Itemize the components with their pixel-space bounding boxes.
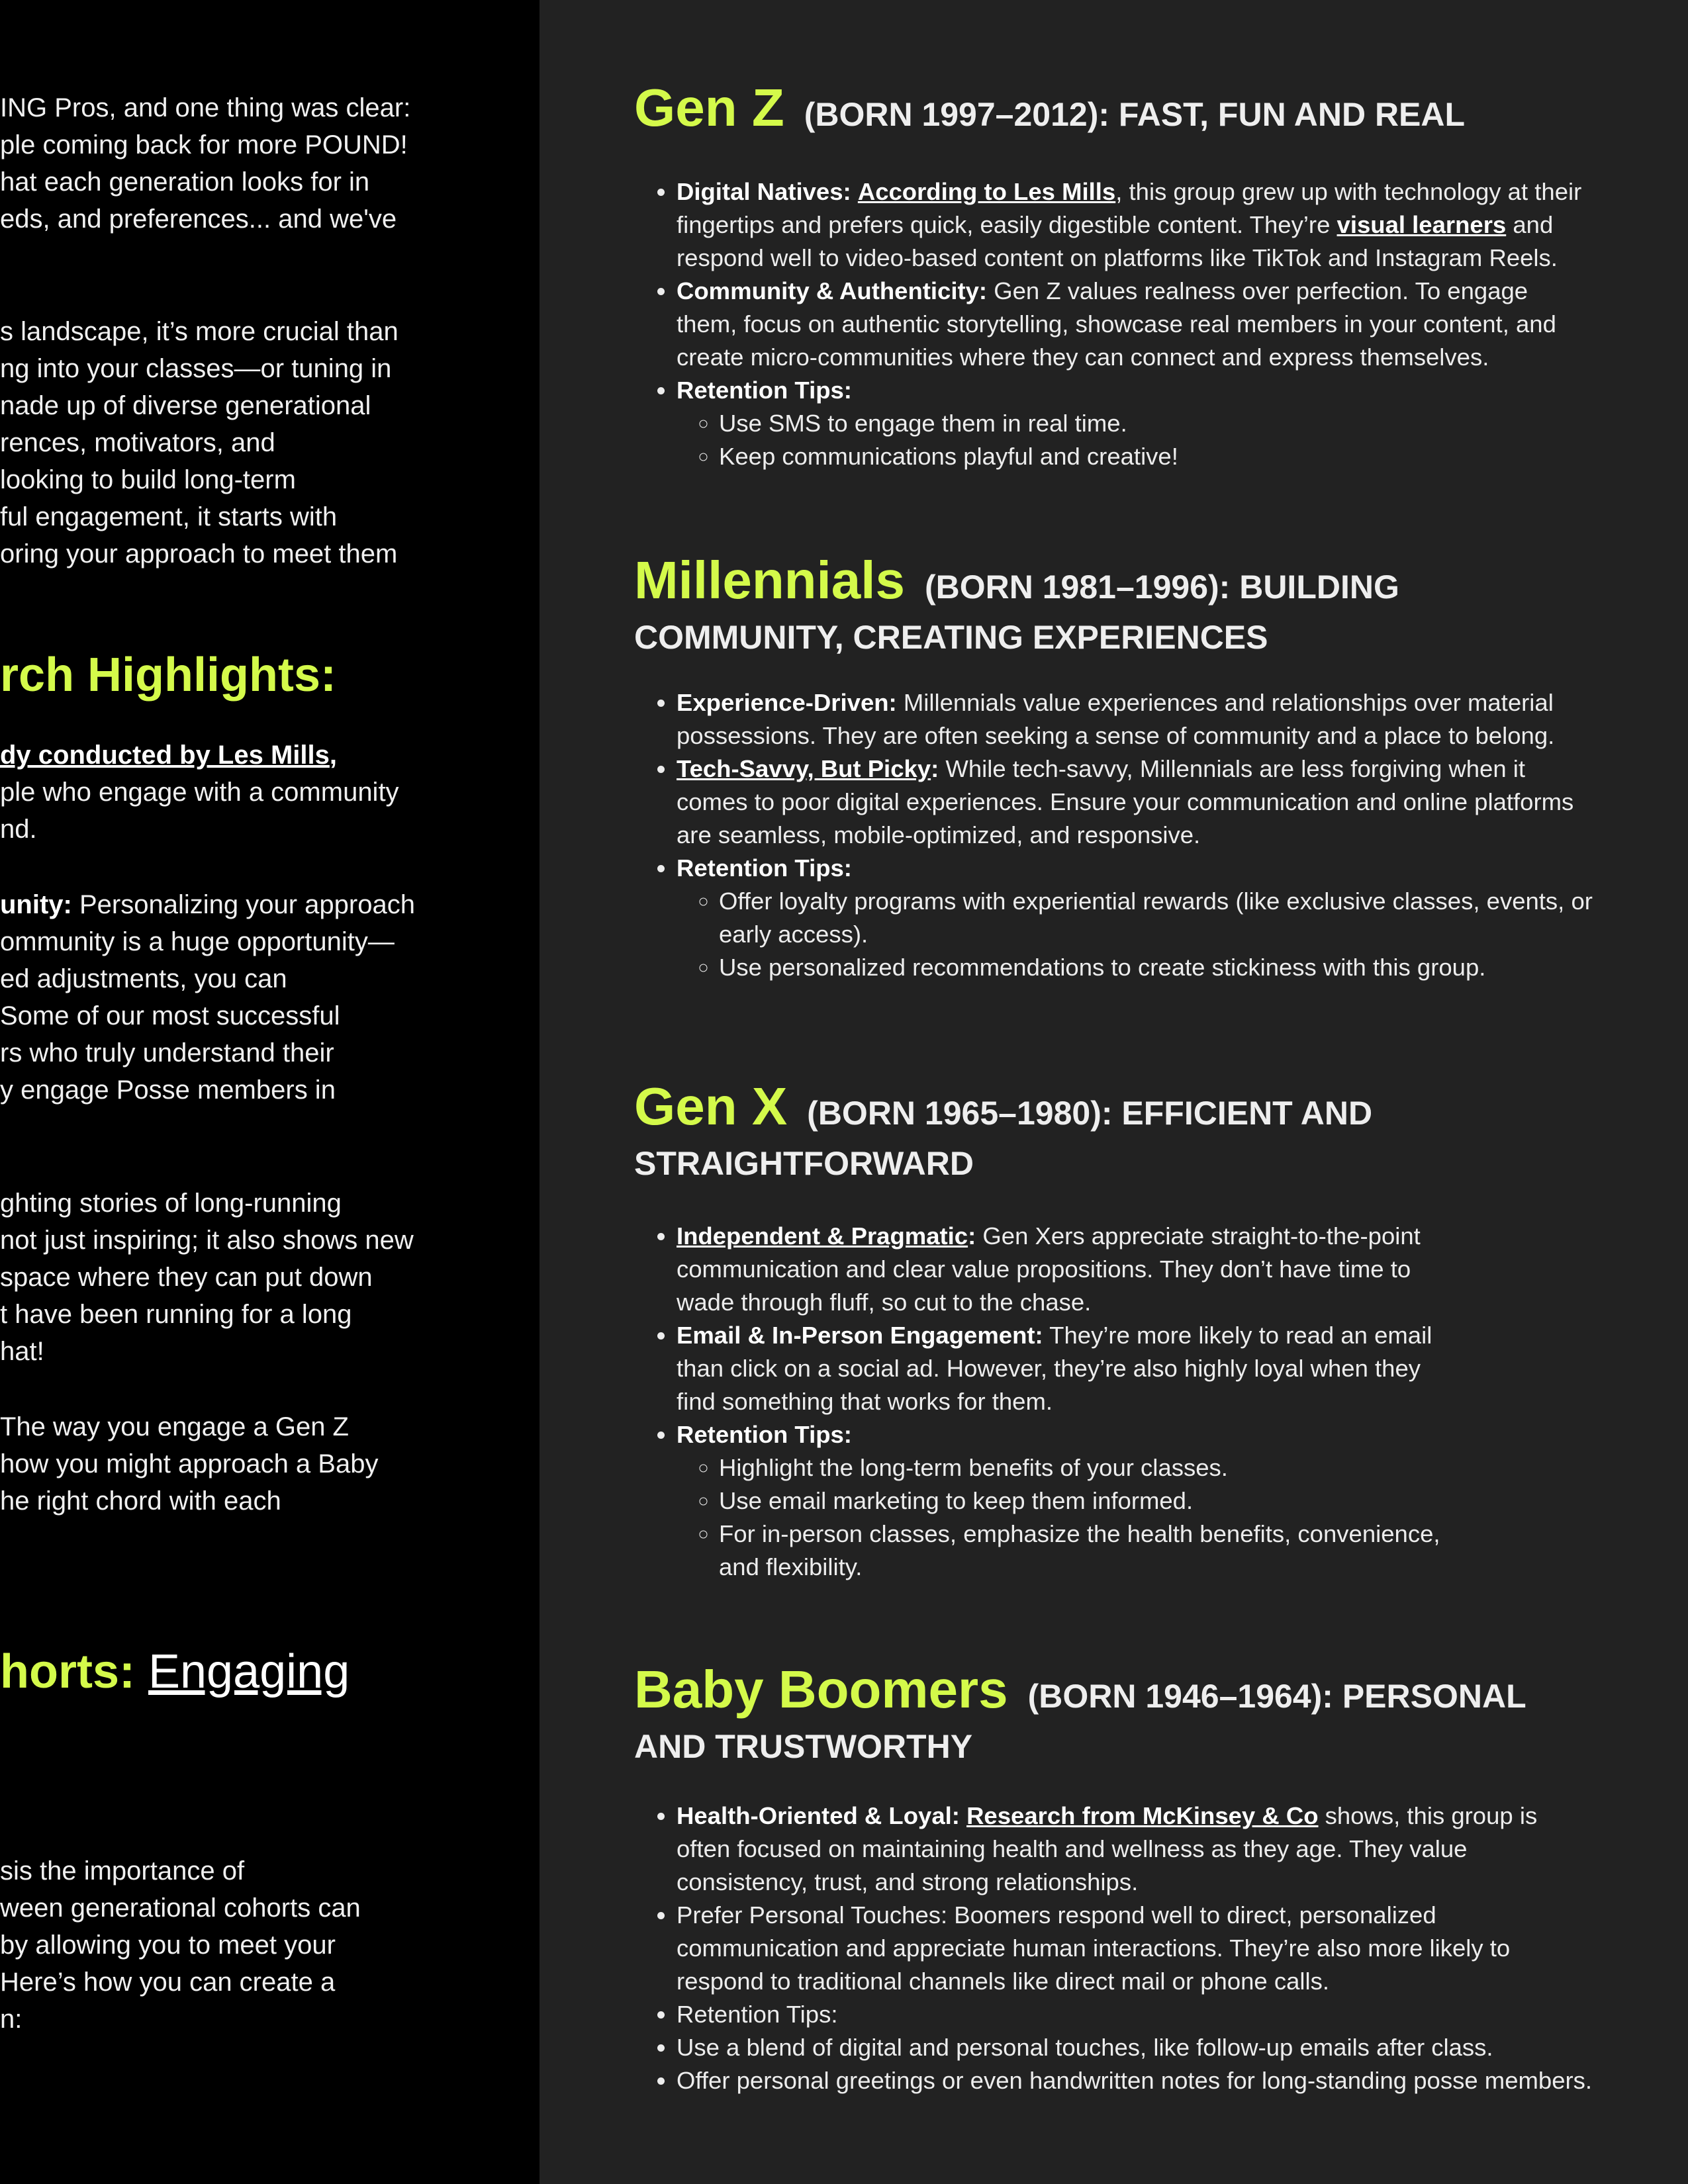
tip-item: ◦ Keep communications playful and creative! — [719, 440, 1594, 473]
left-text-line: sis the importance of — [0, 1856, 245, 1886]
bullet-item — [677, 175, 1594, 275]
bullet-colon: : — [931, 755, 939, 782]
bullet-label: Community & Authenticity: — [677, 277, 988, 304]
left-text-line: not just inspiring; it also shows new — [0, 1226, 414, 1255]
bullet-item: • Use a blend of digital and personal touches, like follow-up emails after class. — [677, 2031, 1594, 2064]
baby-boomers-title: Baby Boomers — [634, 1660, 1008, 1719]
left-text-line: ween generational cohorts can — [0, 1893, 361, 1923]
bullet-text: While tech-savvy, Millennials are less forgiving when it comes to poor digital experiences. Ensure your communication and online platforms are seamless, mobile-optimized, and responsive. — [677, 755, 1574, 848]
millennials-subtitle-2: COMMUNITY, CREATING EXPERIENCES — [634, 619, 1268, 656]
left-text-line: hat each generation looks for in — [0, 167, 370, 197]
retention-tips-label: Retention Tips: — [677, 1421, 852, 1448]
baby-boomers-bullets — [634, 1799, 1594, 2097]
left-text-line: nade up of diverse generational — [0, 391, 371, 420]
gen-x-section — [634, 1077, 1594, 1584]
millennials-heading — [634, 551, 1594, 662]
baby-boomers-subtitle-2: AND TRUSTWORTHY — [634, 1728, 973, 1765]
study-link[interactable]: dy conducted by Les Mills — [0, 741, 330, 770]
bullet-text: , this group grew up with technology at their fingertips and prefers quick, easily digestible content. They’re — [677, 178, 1582, 238]
left-column — [0, 0, 539, 2184]
millennials-bullets — [634, 686, 1594, 984]
bullet-item: • Retention Tips: — [677, 1998, 1594, 2031]
gen-x-title: Gen X — [634, 1077, 788, 1136]
left-text-line: space where they can put down — [0, 1263, 373, 1292]
baby-boomers-section — [634, 1660, 1594, 2097]
left-text-line: ple coming back for more POUND! — [0, 130, 408, 159]
mckinsey-research-link[interactable]: Research from McKinsey & Co — [966, 1802, 1319, 1829]
tip-item: ◦ Offer loyalty programs with experiential rewards (like exclusive classes, events, or early access). — [719, 885, 1594, 951]
gen-x-bullets — [634, 1220, 1444, 1584]
left-text-line: Some of our most successful — [0, 1001, 340, 1030]
tip-item: ◦ Use personalized recommendations to create stickiness with this group. — [719, 951, 1594, 984]
tip-item: ◦ Use email marketing to keep them informed. — [719, 1484, 1444, 1518]
bullet-item — [677, 275, 1594, 374]
left-text-line: The way you engage a Gen Z — [0, 1412, 349, 1441]
bullet-label: Digital Natives: — [677, 178, 851, 205]
millennials-title: Millennials — [634, 551, 905, 610]
left-text-line: he right chord with each — [0, 1486, 281, 1516]
gen-z-bullets — [634, 175, 1594, 473]
gen-z-heading — [634, 78, 1594, 140]
independent-pragmatic-link[interactable]: Independent & Pragmatic — [677, 1222, 968, 1250]
bullet-label: Email & In-Person Engagement: — [677, 1322, 1043, 1349]
tip-item: ◦ Use SMS to engage them in real time. — [719, 407, 1594, 440]
bullet-colon: : — [968, 1222, 976, 1250]
tip-item: ◦ Highlight the long-term benefits of your classes. — [719, 1451, 1444, 1484]
visual-learners-link[interactable]: visual learners — [1336, 211, 1507, 238]
community-text: Personalizing your approach — [71, 890, 415, 919]
tech-savvy-link[interactable]: Tech-Savvy, But Picky — [677, 755, 931, 782]
gen-x-subtitle-2: STRAIGHTFORWARD — [634, 1145, 974, 1182]
bullet-text: shows, this group is often focused on maintaining health and wellness as they age. They value consistency, trust, and strong relationships. — [677, 1802, 1538, 1895]
retention-tips-label: Retention Tips: — [677, 377, 852, 404]
tips-list — [677, 885, 1594, 984]
gen-x-subtitle-1: (BORN 1965–1980): EFFICIENT AND — [807, 1095, 1373, 1132]
bullet-item — [677, 1799, 1594, 1899]
left-text-line: how you might approach a Baby — [0, 1449, 379, 1479]
left-text-line: y engage Posse members in — [0, 1075, 336, 1105]
bullet-label: Health-Oriented & Loyal: — [677, 1802, 960, 1829]
community-label: unity: — [0, 890, 72, 919]
left-text-line: ING Pros, and one thing was clear: — [0, 93, 411, 122]
cohorts-heading-text: horts: — [0, 1645, 148, 1698]
bullet-item — [677, 374, 1594, 473]
left-text-line: Here’s how you can create a — [0, 1968, 336, 1997]
baby-boomers-subtitle-1: (BORN 1946–1964): PERSONAL — [1027, 1678, 1526, 1715]
retention-tips-label: Retention Tips: — [677, 854, 852, 882]
left-text-line: oring your approach to meet them — [0, 539, 398, 569]
millennials-section — [634, 551, 1594, 984]
bullet-item: • Prefer Personal Touches: Boomers respond well to direct, personalized communication and appreciate human interactions. They’re also more likely to respond to traditional channels like direct mail or phone calls. — [677, 1899, 1594, 1998]
left-text-line: ful engagement, it starts with — [0, 502, 338, 531]
bullet-item — [677, 1319, 1444, 1418]
les-mills-link[interactable]: According to Les Mills — [857, 178, 1116, 205]
left-text-line: eds, and preferences... and we've — [0, 205, 397, 234]
research-highlights-heading: rch Highlights: — [0, 649, 336, 702]
cohorts-heading-link[interactable]: Engaging — [148, 1645, 350, 1698]
left-text-line: rs who truly understand their — [0, 1038, 334, 1068]
gen-z-section — [634, 78, 1594, 473]
left-text-line: ommunity is a huge opportunity— — [0, 927, 395, 956]
gen-x-heading — [634, 1077, 1594, 1189]
left-text-line: n: — [0, 2005, 23, 2034]
bullet-text: and respond well to video-based content on platforms like TikTok and Instagram Reels. — [677, 211, 1558, 271]
left-text-line: ghting stories of long-running — [0, 1189, 342, 1218]
bullet-text: Gen Xers appreciate straight-to-the-point communication and clear value propositions. They don’t have time to wade through fluff, so cut to the chase. — [677, 1222, 1421, 1316]
left-text-line: ng into your classes—or tuning in — [0, 354, 392, 383]
bullet-text: Millennials value experiences and relationships over material possessions. They are often seeking a sense of community and a place to belong. — [677, 689, 1555, 749]
bullet-item — [677, 752, 1594, 852]
community-line — [0, 886, 415, 923]
bullet-item — [677, 852, 1594, 984]
bullet-text: They’re more likely to read an email than click on a social ad. However, they’re also highly loyal when they find something that works for them. — [677, 1322, 1432, 1415]
bullet-item — [677, 1418, 1444, 1584]
left-text-line: s landscape, it’s more crucial than — [0, 317, 399, 346]
bullet-item: • Offer personal greetings or even handwritten notes for long-standing posse members. — [677, 2064, 1594, 2097]
study-comma: , — [329, 741, 337, 770]
left-text-line: rences, motivators, and — [0, 428, 275, 457]
left-text-line: t have been running for a long — [0, 1300, 352, 1329]
bullet-label: Experience-Driven: — [677, 689, 897, 716]
gen-z-subtitle: (BORN 1997–2012): FAST, FUN AND REAL — [804, 96, 1466, 133]
left-text-line: ed adjustments, you can — [0, 964, 287, 993]
study-line — [0, 737, 337, 774]
left-text-line: ple who engage with a community — [0, 778, 399, 807]
left-text-line: nd. — [0, 815, 37, 844]
bullet-item — [677, 686, 1594, 752]
baby-boomers-heading — [634, 1660, 1594, 1772]
tips-list — [677, 407, 1594, 473]
bullet-item — [677, 1220, 1444, 1319]
bullet-text: Gen Z values realness over perfection. To engage them, focus on authentic storytelling, showcase real members in your content, and create micro-communities where they can connect and express themselves. — [677, 277, 1556, 371]
left-text-line: looking to build long-term — [0, 465, 296, 494]
tips-list — [677, 1451, 1444, 1584]
left-text-line: by allowing you to meet your — [0, 1931, 336, 1960]
cohorts-heading — [0, 1645, 350, 1698]
millennials-subtitle-1: (BORN 1981–1996): BUILDING — [924, 569, 1399, 606]
left-text-line: hat! — [0, 1337, 44, 1366]
gen-z-title: Gen Z — [634, 78, 784, 137]
tip-item: ◦ For in-person classes, emphasize the health benefits, convenience, and flexibility. — [719, 1518, 1444, 1584]
